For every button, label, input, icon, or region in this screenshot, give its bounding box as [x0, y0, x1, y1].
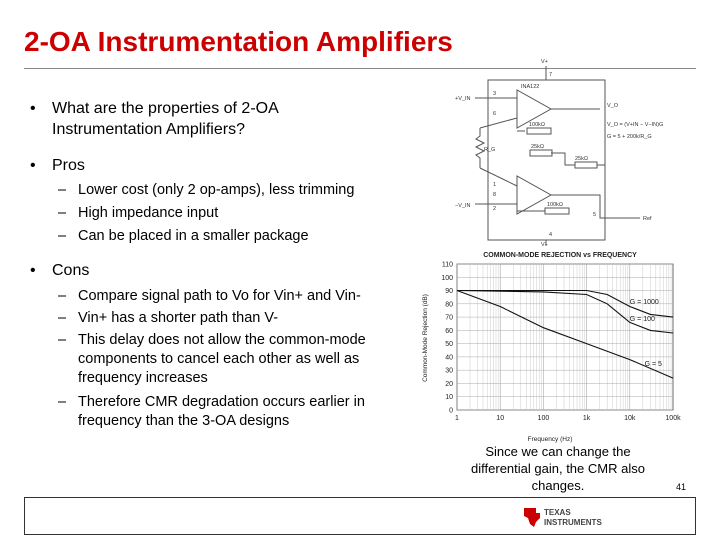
cons-item-text: components to cancel each other as well as	[78, 351, 360, 367]
y-tick-label: 90	[445, 288, 453, 296]
caption-line: differential gain, the CMR also	[471, 461, 645, 476]
vplus-label: V+	[541, 59, 548, 65]
logo-line2: INSTRUMENTS	[544, 518, 602, 527]
pin4: 4	[549, 232, 553, 238]
r25-1: 25kΩ	[531, 144, 544, 150]
cons-item-text: frequency increases	[78, 370, 208, 386]
y-tick-label: 60	[445, 327, 453, 335]
cons-item-text: Therefore CMR degradation occurs earlier in	[78, 394, 365, 410]
eq-1: V_O = (V+IN − V−IN)G	[607, 122, 664, 128]
x-tick-label: 10	[496, 415, 505, 422]
ina122-schematic	[455, 58, 680, 248]
vin-plus-label: +V_IN	[455, 96, 471, 102]
y-tick-label: 80	[445, 301, 453, 309]
cons-item-text: Vin+ has a shorter path than V-	[78, 310, 279, 326]
pros-item-text: Lower cost (only 2 op-amps), less trimming	[78, 182, 355, 198]
dash-marker: –	[58, 288, 67, 304]
x-tick-label: 1k	[582, 415, 591, 422]
dash-marker: –	[58, 310, 67, 326]
pros-heading: Pros	[52, 157, 85, 174]
cons-item-text: Compare signal path to Vo for Vin+ and Vin-	[78, 288, 361, 304]
dash-marker: –	[58, 332, 67, 348]
eq-2: G = 5 + 200k/R_G	[607, 134, 652, 140]
r100-1: 100kΩ	[529, 122, 546, 128]
chart-ylabel: Common-Mode Rejection (dB)	[422, 294, 429, 382]
vminus-label: V−	[541, 242, 548, 248]
r100-2: 100kΩ	[547, 202, 564, 208]
vo-label: V_O	[607, 103, 619, 109]
pin1: 1	[493, 182, 497, 188]
cons-item-text: frequency than the 3-OA designs	[78, 413, 290, 429]
bullet-marker: •	[30, 262, 36, 279]
y-tick-label: 50	[445, 341, 453, 349]
cons-item-text: This delay does not allow the common-mode	[78, 332, 366, 348]
bullet-marker: •	[30, 157, 36, 174]
x-tick-label: 100	[537, 415, 550, 422]
dash-marker: –	[58, 182, 67, 198]
y-tick-label: 10	[445, 394, 453, 402]
chart-xlabel: Frequency (Hz)	[527, 436, 573, 443]
rg-label: R_G	[484, 147, 496, 153]
pin6: 6	[493, 111, 497, 117]
caption-line: changes.	[531, 478, 585, 493]
pin8: 8	[493, 192, 497, 198]
caption-line: Since we can change the	[485, 444, 631, 459]
dash-marker: –	[58, 205, 67, 221]
pin2: 2	[493, 206, 497, 212]
slide-title: 2-OA Instrumentation Amplifiers	[24, 26, 453, 57]
y-tick-label: 20	[445, 380, 453, 388]
cons-heading: Cons	[52, 262, 90, 279]
chart-title: COMMON-MODE REJECTION vs FREQUENCY	[483, 252, 637, 259]
y-tick-label: 30	[445, 367, 453, 375]
ti-logo	[520, 504, 620, 530]
y-tick-label: 40	[445, 354, 453, 362]
bullet-marker: •	[30, 100, 36, 117]
pros-item-text: Can be placed in a smaller package	[78, 228, 309, 244]
question-line-1: What are the properties of 2-OA	[52, 100, 279, 117]
dash-marker: –	[58, 394, 67, 410]
chart-annotation: G = 1000	[629, 298, 659, 306]
chart-caption	[448, 443, 668, 494]
question-line-2: Instrumentation Amplifiers?	[52, 121, 245, 138]
ref-label: Ref	[643, 216, 652, 222]
x-tick-label: 100k	[665, 415, 681, 422]
ti-logo-mark	[524, 508, 540, 527]
chart-annotation: G = 100	[629, 316, 655, 324]
logo-line1: TEXAS	[544, 508, 571, 517]
plot-frame	[457, 264, 673, 410]
y-tick-label: 110	[441, 261, 453, 269]
pin3: 3	[493, 91, 497, 97]
y-tick-label: 70	[445, 314, 453, 322]
vplus-pin: 7	[549, 72, 553, 78]
dash-marker: –	[58, 228, 67, 244]
x-tick-label: 1	[455, 415, 459, 422]
r25-2: 25kΩ	[575, 156, 588, 162]
y-tick-label: 0	[449, 407, 453, 415]
pin5: 5	[593, 212, 597, 218]
page-number: 41	[676, 482, 687, 492]
series-g-100	[457, 291, 673, 334]
chart-annotation: G = 5	[644, 361, 662, 369]
part-label: INA122	[521, 84, 540, 90]
y-tick-label: 100	[441, 274, 453, 282]
cmr-chart	[415, 248, 685, 444]
x-tick-label: 10k	[624, 415, 636, 422]
pros-item-text: High impedance input	[78, 205, 219, 221]
vin-minus-label: −V_IN	[455, 203, 471, 209]
